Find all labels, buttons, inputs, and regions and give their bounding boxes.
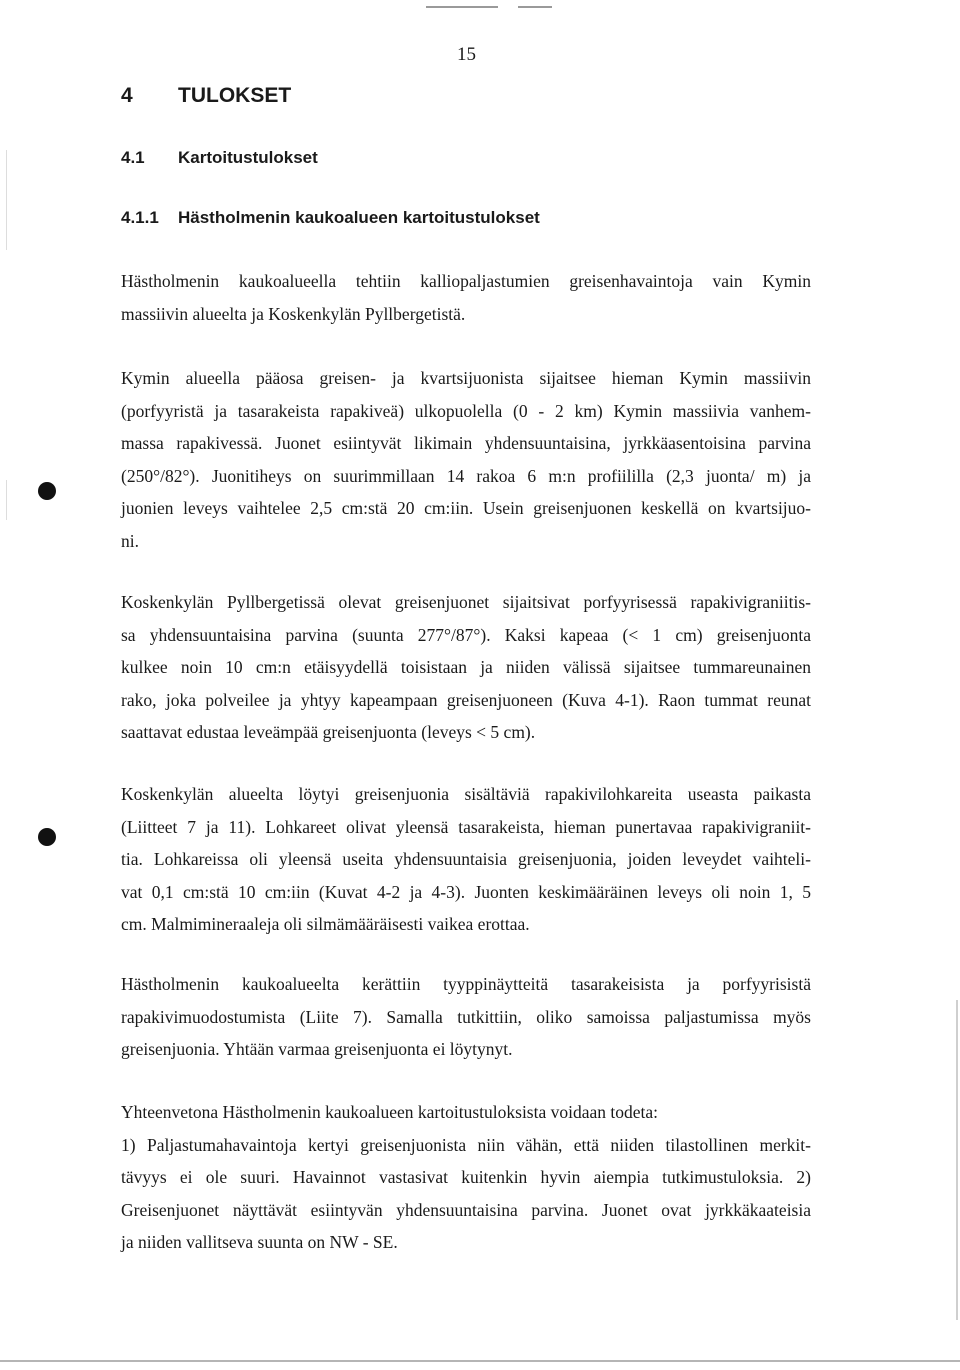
scan-edge (956, 1000, 958, 1320)
text-line: (porfyyristä ja tasarakeista rapakiveä) ulkopuolella (0 - 2 km) Kymin massiivia vanhem- (121, 400, 811, 421)
paragraph-samples (121, 968, 811, 1066)
text-line: ni. (121, 530, 139, 551)
text-line: Koskenkylän alueelta löytyi greisenjuonia sisältäviä rapakivilohkareita useasta paikasta (121, 784, 811, 804)
text-line: (250°/82°). Juonitiheys on suurimmillaan 14 rakoa 6 m:n profiililla (2,3 juonta/ m) ja (121, 465, 811, 486)
paragraph-kymi (121, 362, 811, 557)
heading-2-number: 4.1 (121, 148, 145, 167)
paragraph-pyllberget (121, 586, 811, 749)
text-line: (Liitteet 7 ja 11). Lohkareet olivat yleensä tasarakeista, hieman punertavaa rapakivigraniit- (121, 816, 811, 837)
scan-mark (426, 6, 498, 8)
heading-2 (121, 148, 318, 168)
text-line: rapakivimuodostumista (Liite 7). Samalla tutkittiin, oliko samoissa paljastumissa myös (121, 1006, 811, 1027)
punch-hole-mark (38, 828, 56, 846)
text-line: vat 0,1 cm:stä 10 cm:iin (Kuvat 4-2 ja 4-3). Juonten keskimääräinen leveys oli noin 1, 5 (121, 881, 811, 902)
heading-2-title: Kartoitustulokset (178, 148, 318, 167)
text-line: Kymin alueella pääosa greisen- ja kvartsijuonista sijaitsee hieman Kymin massiivin (121, 368, 811, 388)
paragraph-intro (121, 265, 811, 330)
punch-hole-mark (38, 482, 56, 500)
text-line: Greisenjuonet näyttävät esiintyvän yhdensuuntaisina parvina. Juonet ovat jyrkkäkaateisia (121, 1199, 811, 1220)
text-line: juonien leveys vaihtelee 2,5 cm:stä 20 cm:iin. Usein greisenjuonen keskellä on kvartsijuo- (121, 498, 811, 518)
heading-3-number: 4.1.1 (121, 208, 159, 227)
text-line: rako, joka polveilee ja yhtyy kapeampaan greisenjuoneen (Kuva 4-1). Raon tummat reunat (121, 689, 811, 710)
scan-edge (6, 150, 7, 250)
heading-3-title: Hästholmenin kaukoalueen kartoitustulokset (178, 208, 540, 227)
text-line: cm. Malmimineraaleja oli silmämääräisesti vaikea erottaa. (121, 914, 530, 934)
paragraph-summary (121, 1096, 811, 1259)
scan-edge (0, 1360, 960, 1362)
scan-mark (518, 6, 552, 8)
text-line: Hästholmenin kaukoalueelta kerättiin tyyppinäytteitä tasarakeisista ja porfyyrisistä (121, 974, 811, 994)
text-line: Hästholmenin kaukoalueella tehtiin kalliopaljastumien greisenhavaintoja vain Kymin (121, 271, 811, 291)
text-line: Yhteenvetona Hästholmenin kaukoalueen kartoitustuloksista voidaan todeta: (121, 1102, 659, 1122)
text-line: tävyys ei ole suuri. Havainnot vastasivat kuitenkin hyvin aiempia tutkimustuloksia. 2) (121, 1167, 811, 1187)
text-line: greisenjuonia. Yhtään varmaa greisenjuonta ei löytynyt. (121, 1039, 513, 1059)
heading-1 (121, 84, 291, 108)
heading-1-number: 4 (121, 84, 133, 107)
page-number: 15 (457, 44, 476, 65)
paragraph-koskenkyla (121, 778, 811, 941)
text-line: Koskenkylän Pyllbergetissä olevat greisenjuonet sijaitsivat porfyyrisessä rapakivigraniitis- (121, 592, 811, 612)
scan-edge (6, 480, 7, 520)
text-line: 1) Paljastumahavaintoja kertyi greisenjuonista niin vähän, että niiden tilastollinen merkit- (121, 1134, 811, 1155)
heading-3 (121, 208, 540, 228)
text-line: tia. Lohkareissa oli yleensä useita yhdensuuntaisia greisenjuonia, joiden leveydet vaihteli- (121, 849, 811, 869)
text-line: saattavat edustaa leveämpää greisenjuonta (leveys < 5 cm). (121, 722, 536, 742)
text-line: massiivin alueelta ja Koskenkylän Pyllbergetistä. (121, 303, 466, 324)
text-line: ja niiden vallitseva suunta on NW - SE. (121, 1232, 398, 1252)
text-line: sa yhdensuuntaisina parvina (suunta 277°/87°). Kaksi kapeaa (< 1 cm) greisenjuonta (121, 624, 811, 645)
text-line: kulkee noin 10 cm:n etäisyydellä toisistaan ja niiden välissä sijaitsee tummareunainen (121, 657, 811, 677)
heading-1-title: TULOKSET (178, 84, 292, 107)
text-line: massa rapakivessä. Juonet esiintyvät likimain yhdensuuntaisina, jyrkkäasentoisina parvina (121, 433, 811, 453)
